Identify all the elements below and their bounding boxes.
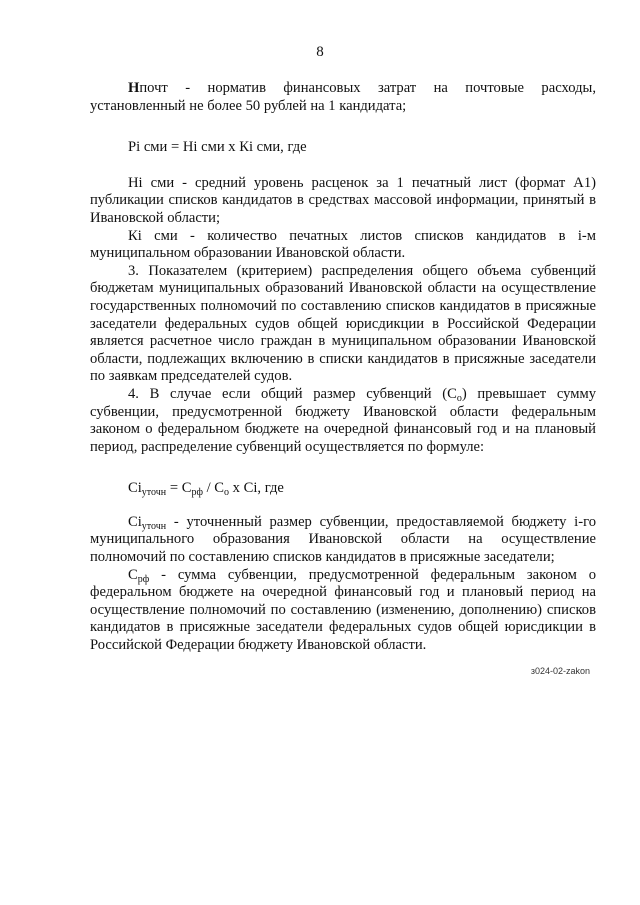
paragraph-text: - уточненный размер субвенции, предоставляемой бюджету i-го муниципального образования Ивановской области на осуществление полномочий по составлению списков кандидатов в присяжные заседатели; xyxy=(90,513,596,566)
symbol: Сi xyxy=(128,513,142,530)
subscript: уточн xyxy=(141,520,167,532)
page-number: 8 xyxy=(316,44,324,60)
subscript: уточн xyxy=(141,487,167,499)
norm-symbol: Н xyxy=(128,80,140,96)
norm-symbol-subscript: почт xyxy=(139,80,168,96)
paragraph-text: ) превышает сумму субвенции, предусмотренной бюджету Ивановской области федеральным законом о федеральном бюджете на очередной финансовый год и на плановый период, распределение субвенций осуществляется по формуле: xyxy=(90,385,596,455)
formula-media-cost: Рi сми = Нi сми х Кi сми, где xyxy=(128,139,307,156)
paragraph-federal-sum-definition xyxy=(90,567,596,655)
paragraph-postal-norm xyxy=(90,80,596,115)
document-body xyxy=(90,80,596,655)
paragraph-text: 4. В случае если общий размер субвенций (С xyxy=(128,385,457,402)
paragraph-text: - норматив финансовых затрат на почтовые расходы, установленный не более 50 рублей на 1 кандидата; xyxy=(90,80,596,114)
paragraph-media-rate: Нi сми - средний уровень расценок за 1 печатный лист (формат А1) публикации списков кандидатов в средствах массовой информации, принятый в Ивановской области; xyxy=(90,174,596,226)
symbol: С xyxy=(128,566,138,583)
paragraph-excess-case xyxy=(90,386,596,456)
subscript: рф xyxy=(191,487,203,499)
subscript: рф xyxy=(137,573,150,585)
formula-term: = С xyxy=(166,480,192,497)
formula-adjusted-subvention xyxy=(90,480,596,498)
formula-term: х Сi, где xyxy=(229,480,284,497)
paragraph-text: - сумма субвенции, предусмотренной федеральным законом о федеральном бюджете на очередной финансовый год и плановый период на осуществление полномочий по составлению (изменению, дополнению) списков кандидатов в присяжные заседатели федеральных судов общей юрисдикции в Российской Федерации бюджету Ивановской области. xyxy=(90,566,596,654)
formula-term: / С xyxy=(202,480,225,497)
document-code: з024-02-zakon xyxy=(530,666,590,676)
formula-term: Сi xyxy=(128,480,142,497)
paragraph-criterion: 3. Показателем (критерием) распределения общего объема субвенций бюджетам муниципальных образований Ивановской области на осуществление государственных полномочий по составлению списков кандидатов в присяжные заседатели федеральных судов общей юрисдикции в Российской Федерации является расчетное число граждан в муниципальном образовании Ивановской области, подлежащих включению в списки кандидатов в присяжные заседатели по заявкам председателей судов. xyxy=(90,262,596,385)
paragraph-adjusted-definition xyxy=(90,514,596,567)
subscript: о xyxy=(456,392,462,404)
paragraph-sheet-count: Кi сми - количество печатных листов списков кандидатов в i-м муниципальном образовании Ивановской области. xyxy=(90,227,596,262)
subscript: о xyxy=(224,487,230,499)
